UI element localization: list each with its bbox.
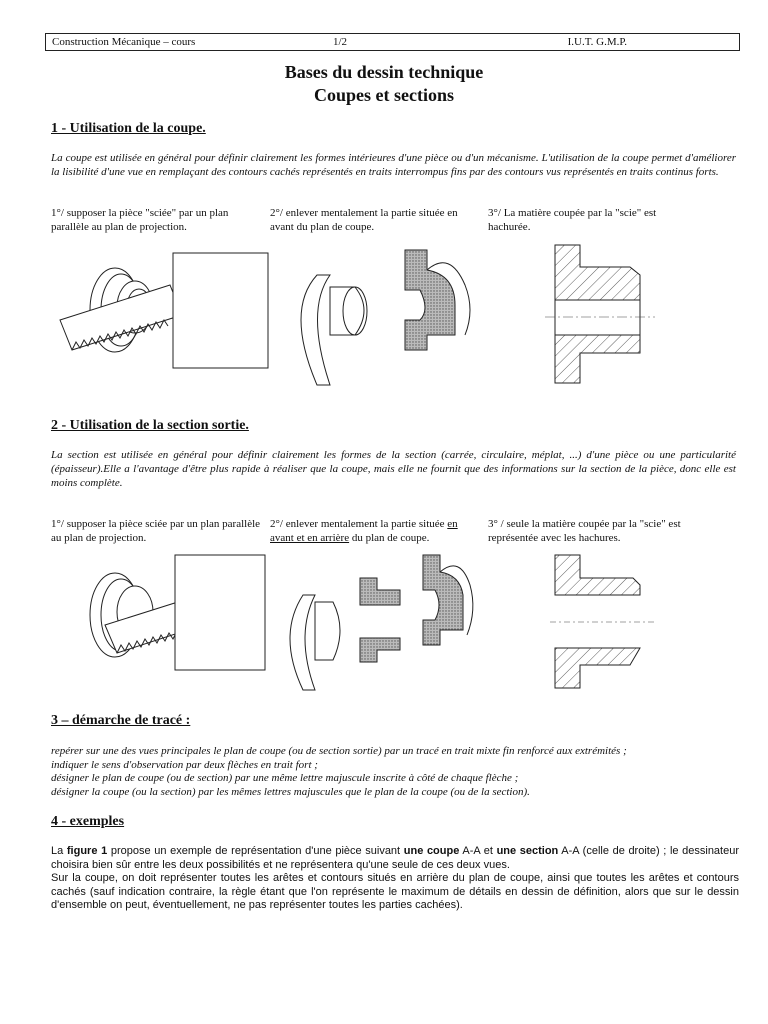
section-4-paragraph-1 <box>51 845 739 872</box>
hatched-section-drawing <box>550 555 655 688</box>
section-3-heading: 3 – démarche de tracé : <box>51 713 191 728</box>
page-subtitle: Coupes et sections <box>314 85 454 105</box>
section-1-paragraph: La coupe est utilisée en général pour définir clairement les formes intérieures d'une pièce ou d'un mécanisme. L'utilisation de la coupe permet d'améliorer la lisibilité d'une vue en remplaçant des contours cachés représentés en traits interrompus fins par des contours vus représentés en traits continus forts. <box>51 152 736 178</box>
section-3-line: repérer sur une des vues principales le plan de coupe (ou de section sortie) par un tracé en trait mixte fin renforcé aux extrémités ; <box>51 745 627 757</box>
section-3-line: indiquer le sens d'observation par deux flèches en trait fort ; <box>51 758 318 771</box>
p1-figure-ref: figure 1 <box>66 845 108 857</box>
sawn-part-drawing-2 <box>90 555 265 670</box>
p1-aa: A-A et <box>462 845 493 857</box>
header-institution: I.U.T. G.M.P. <box>567 36 627 48</box>
half-part-drawing <box>301 250 470 385</box>
sawn-part-drawing <box>60 253 268 368</box>
section-1-heading: 1 - Utilisation de la coupe. <box>51 121 206 136</box>
page-title: Bases du dessin technique <box>284 62 484 82</box>
section-2-step-2 <box>270 517 480 545</box>
section-3-steps <box>51 745 741 799</box>
p1-section: une section <box>496 845 559 857</box>
section-3-line: désigner la coupe (ou la section) par les mêmes lettres majuscules que le plan de la coupe (ou de la section). <box>51 785 530 798</box>
p1-propose: propose un exemple de représentation d'une pièce suivant <box>110 845 401 857</box>
section-2-step-2-underlined: en avant et en arrière <box>270 518 458 544</box>
sliced-parts-drawing <box>290 555 473 690</box>
hatched-coupe-drawing <box>545 245 655 383</box>
section-2-paragraph: La section est utilisée en général pour définir clairement les formes de la section (carrée, circulaire, méplat, ...) d'une pièce ou une particularité (épaisseur).Elle a l'avantage d'être plus rapide à réaliser que la coupe, mais elle ne fournit que des informations sur la section de la pièce, donc elle est moins complète. <box>51 449 736 489</box>
section-2-heading: 2 - Utilisation de la section sortie. <box>51 418 249 433</box>
p1-la: La <box>51 845 64 857</box>
section-2-step-2-text: 2°/ enlever mentalement la partie située <box>270 518 445 530</box>
section-1-step-1: 1°/ supposer la pièce "sciée" par un plan parallèle au plan de projection. <box>51 207 229 233</box>
p1-coupe: une coupe <box>403 845 460 857</box>
section-3-line: désigner le plan de coupe (ou de section) par une même lettre majuscule inscrite à côté de chaque flèche ; <box>51 772 519 784</box>
section-2-step-1: 1°/ supposer la pièce sciée par un plan parallèle au plan de projection. <box>51 518 261 544</box>
section-illustration <box>55 550 735 700</box>
p1-rest: A-A (celle de droite) ; le dessinateur choisira bien sûr entre les deux possibilités et ne représentera qu'une seule de ces deux vues. <box>51 845 740 871</box>
section-2-step-2-end: du plan de coupe. <box>351 532 430 544</box>
section-4-paragraph-2: Sur la coupe, on doit représenter toutes les arêtes et contours situés en arrière du plan de coupe, ainsi que toutes les arêtes et contours cachés (sauf indication contraire, la règle étant que l'on représente le maximum de détails en dessin de définition, alors que sur le dessin d'ensemble on peut, éventuellement, ne pas représenter toutes les parties cachées). <box>51 872 739 911</box>
section-2-step-3: 3° / seule la matière coupée par la "scie" est représentée avec les hachures. <box>488 518 681 544</box>
section-1-step-3: 3°/ La matière coupée par la "scie" est hachurée. <box>488 207 657 233</box>
section-1-step-2: 2°/ enlever mentalement la partie située en avant du plan de coupe. <box>270 207 458 233</box>
section-4-heading: 4 - exemples <box>51 814 125 829</box>
page-header <box>45 33 740 51</box>
coupe-illustration <box>55 245 735 395</box>
header-page-number: 1/2 <box>333 36 348 48</box>
header-course: Construction Mécanique – cours <box>52 36 196 48</box>
